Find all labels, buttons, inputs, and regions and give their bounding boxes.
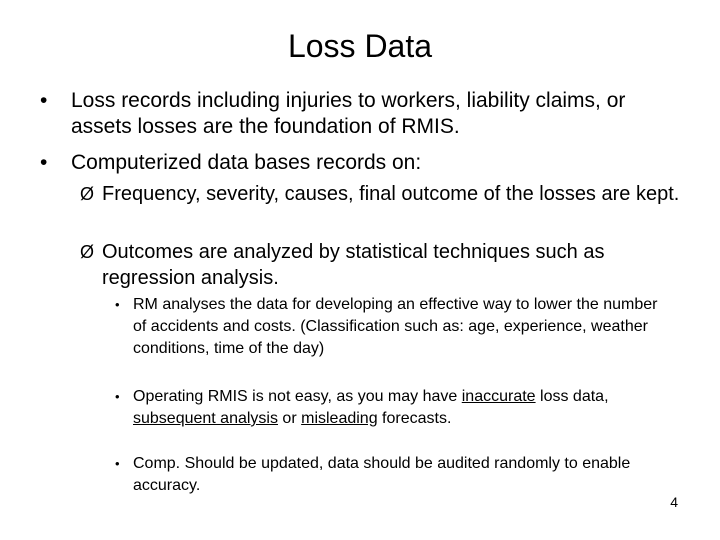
page-number: 4 bbox=[670, 494, 678, 510]
bullet-marker: • bbox=[40, 89, 48, 112]
text-segment: loss data, bbox=[535, 388, 609, 405]
bullet-text: Loss records including injuries to workers, liability claims, or assets losses are the foundation of RMIS. bbox=[71, 89, 626, 138]
sub-sub-bullet-item bbox=[115, 453, 675, 497]
text-segment: forecasts. bbox=[377, 410, 452, 427]
underlined-term-inaccurate: inaccurate bbox=[461, 388, 536, 405]
arrow-bullet-icon: Ø bbox=[80, 242, 95, 262]
underlined-term-subsequent-analysis: subsequent analysis bbox=[133, 410, 278, 427]
bullet-item bbox=[40, 150, 690, 176]
arrow-bullet-icon: Ø bbox=[80, 184, 95, 204]
bullet-item bbox=[40, 88, 690, 140]
bullet-marker: • bbox=[115, 297, 120, 312]
bullet-marker: • bbox=[115, 389, 120, 404]
sub-sub-bullet-text: RM analyses the data for developing an effective way to lower the number of accidents and costs. (Classification such as: age, experience, weather conditions, time of the day) bbox=[133, 296, 658, 357]
sub-sub-bullet-item bbox=[115, 294, 675, 360]
bullet-text: Computerized data bases records on: bbox=[71, 151, 422, 174]
sub-sub-bullet-text bbox=[115, 386, 675, 430]
sub-bullet-item bbox=[80, 239, 680, 291]
bullet-marker: • bbox=[115, 456, 120, 471]
sub-sub-bullet-item bbox=[115, 386, 675, 430]
sub-bullet-text: Outcomes are analyzed by statistical techniques such as regression analysis. bbox=[102, 241, 605, 289]
sub-sub-bullet-text: Comp. Should be updated, data should be audited randomly to enable accuracy. bbox=[133, 455, 631, 494]
text-segment: Operating RMIS is not easy, as you may have bbox=[133, 388, 462, 405]
bullet-marker: • bbox=[40, 151, 48, 174]
slide-title: Loss Data bbox=[287, 28, 433, 64]
sub-bullet-item bbox=[80, 181, 680, 207]
sub-bullet-text: Frequency, severity, causes, final outcome of the losses are kept. bbox=[102, 183, 680, 205]
underlined-term-misleading: misleading bbox=[301, 410, 378, 427]
text-segment: or bbox=[277, 410, 302, 427]
